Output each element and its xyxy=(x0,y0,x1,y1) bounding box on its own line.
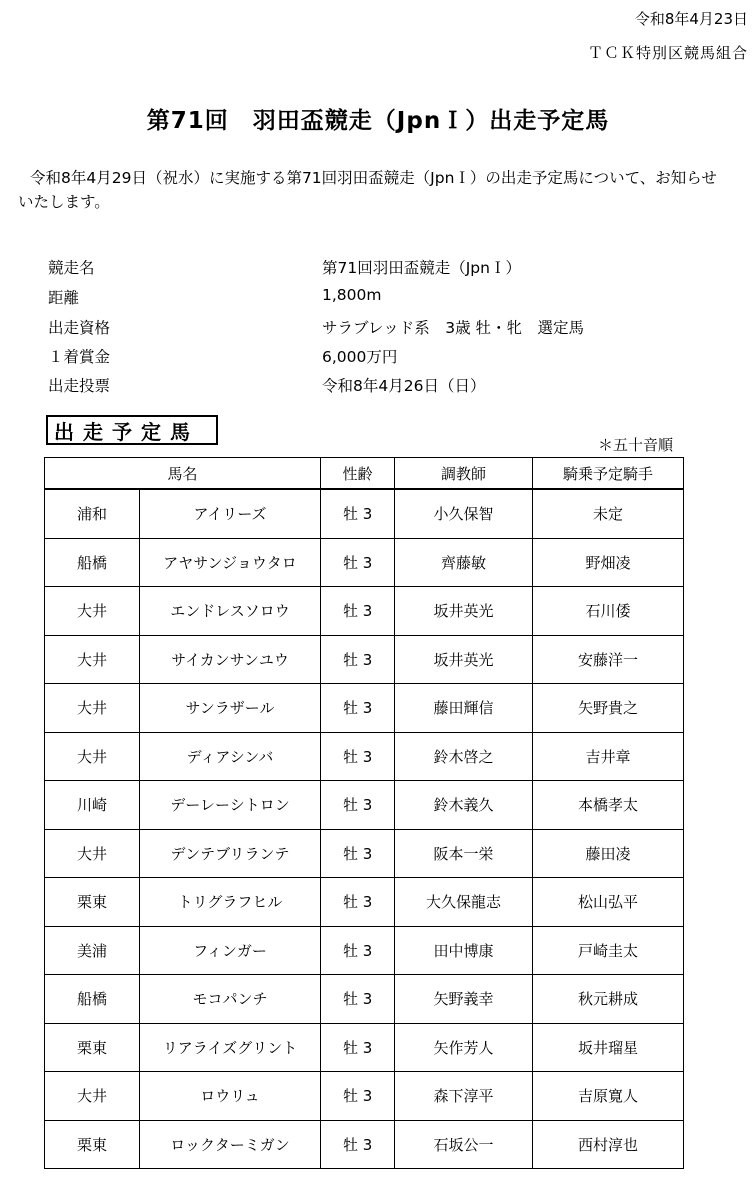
intro-line-1: 令和8年4月29日（祝水）に実施する第71回羽田盃競走（JpnＩ）の出走予定馬について、お知らせ xyxy=(30,169,717,187)
runners-table xyxy=(44,457,684,1169)
race-name-label: 競走名 xyxy=(48,259,95,277)
affiliation-cell: 川崎 xyxy=(45,781,140,830)
affiliation-cell: 美浦 xyxy=(45,926,140,975)
trainer-cell: 石坂公一 xyxy=(395,1120,533,1169)
jockey-cell: 石川倭 xyxy=(533,587,684,636)
table-row xyxy=(45,829,684,878)
trainer-cell: 森下淳平 xyxy=(395,1072,533,1121)
sex-age-cell: 牡 3 xyxy=(321,684,395,733)
entry-vote-label: 出走投票 xyxy=(48,377,111,395)
trainer-cell: 鈴木啓之 xyxy=(395,732,533,781)
jockey-cell: 戸崎圭太 xyxy=(533,926,684,975)
horse-cell: リアライズグリント xyxy=(140,1023,321,1072)
affiliation-cell: 大井 xyxy=(45,829,140,878)
distance-label: 距離 xyxy=(48,289,80,307)
affiliation-cell: 大井 xyxy=(45,684,140,733)
header-jockey: 騎乗予定騎手 xyxy=(533,458,684,490)
jockey-cell: 吉原寛人 xyxy=(533,1072,684,1121)
table-row xyxy=(45,926,684,975)
header-trainer: 調教師 xyxy=(395,458,533,490)
table-row xyxy=(45,732,684,781)
affiliation-cell: 船橋 xyxy=(45,975,140,1024)
intro-line-2: いたします。 xyxy=(18,193,110,211)
jockey-cell: 安藤洋一 xyxy=(533,635,684,684)
jockey-cell: 秋元耕成 xyxy=(533,975,684,1024)
trainer-cell: 矢作芳人 xyxy=(395,1023,533,1072)
table-row xyxy=(45,975,684,1024)
page-title: 第71回 羽田盃競走（JpnＩ）出走予定馬 xyxy=(146,108,610,134)
affiliation-cell: 大井 xyxy=(45,1072,140,1121)
section-title: 出走予定馬 xyxy=(46,415,218,445)
affiliation-cell: 栗東 xyxy=(45,1120,140,1169)
horse-cell: ロックターミガン xyxy=(140,1120,321,1169)
sex-age-cell: 牡 3 xyxy=(321,732,395,781)
race-name-value: 第71回羽田盃競走（JpnＩ） xyxy=(322,259,521,277)
jockey-cell: 野畑凌 xyxy=(533,538,684,587)
jockey-cell: 本橋孝太 xyxy=(533,781,684,830)
jockey-cell: 藤田凌 xyxy=(533,829,684,878)
horse-cell: エンドレスソロウ xyxy=(140,587,321,636)
affiliation-cell: 栗東 xyxy=(45,1023,140,1072)
distance-value: 1,800m xyxy=(322,286,382,304)
sex-age-cell: 牡 3 xyxy=(321,781,395,830)
sex-age-cell: 牡 3 xyxy=(321,489,395,538)
sex-age-cell: 牡 3 xyxy=(321,1023,395,1072)
first-prize-label: １着賞金 xyxy=(48,348,111,366)
sex-age-cell: 牡 3 xyxy=(321,635,395,684)
affiliation-cell: 大井 xyxy=(45,635,140,684)
horse-cell: ロウリュ xyxy=(140,1072,321,1121)
eligibility-value: サラブレッド系 3歳 牡・牝 選定馬 xyxy=(322,319,585,337)
jockey-cell: 松山弘平 xyxy=(533,878,684,927)
entry-vote-value: 令和8年4月26日（日） xyxy=(322,377,486,395)
horse-cell: モコパンチ xyxy=(140,975,321,1024)
trainer-cell: 藤田輝信 xyxy=(395,684,533,733)
sex-age-cell: 牡 3 xyxy=(321,829,395,878)
trainer-cell: 小久保智 xyxy=(395,489,533,538)
horse-cell: サンラザール xyxy=(140,684,321,733)
table-row xyxy=(45,684,684,733)
table-row xyxy=(45,781,684,830)
table-row xyxy=(45,1120,684,1169)
sex-age-cell: 牡 3 xyxy=(321,1072,395,1121)
table-row xyxy=(45,587,684,636)
sex-age-cell: 牡 3 xyxy=(321,587,395,636)
sex-age-cell: 牡 3 xyxy=(321,1120,395,1169)
first-prize-value: 6,000万円 xyxy=(322,348,398,366)
affiliation-cell: 大井 xyxy=(45,732,140,781)
horse-cell: アヤサンジョウタロ xyxy=(140,538,321,587)
eligibility-label: 出走資格 xyxy=(48,319,111,337)
table-row xyxy=(45,538,684,587)
runners-body xyxy=(45,489,684,1169)
trainer-cell: 阪本一栄 xyxy=(395,829,533,878)
horse-cell: デンテブリランテ xyxy=(140,829,321,878)
sort-note: ＊五十音順 xyxy=(598,436,674,454)
affiliation-cell: 浦和 xyxy=(45,489,140,538)
table-row xyxy=(45,1023,684,1072)
organization-name: ＴＣＫ特別区競馬組合 xyxy=(587,44,748,62)
sex-age-cell: 牡 3 xyxy=(321,926,395,975)
horse-cell: アイリーズ xyxy=(140,489,321,538)
horse-cell: フィンガー xyxy=(140,926,321,975)
trainer-cell: 田中博康 xyxy=(395,926,533,975)
table-row xyxy=(45,1072,684,1121)
horse-cell: トリグラフヒル xyxy=(140,878,321,927)
affiliation-cell: 栗東 xyxy=(45,878,140,927)
horse-cell: デーレーシトロン xyxy=(140,781,321,830)
trainer-cell: 矢野義幸 xyxy=(395,975,533,1024)
sex-age-cell: 牡 3 xyxy=(321,975,395,1024)
horse-cell: サイカンサンユウ xyxy=(140,635,321,684)
jockey-cell: 未定 xyxy=(533,489,684,538)
jockey-cell: 坂井瑠星 xyxy=(533,1023,684,1072)
jockey-cell: 吉井章 xyxy=(533,732,684,781)
jockey-cell: 矢野貴之 xyxy=(533,684,684,733)
affiliation-cell: 大井 xyxy=(45,587,140,636)
table-header-row xyxy=(45,458,684,490)
header-sex-age: 性齢 xyxy=(321,458,395,490)
table-row xyxy=(45,489,684,538)
sex-age-cell: 牡 3 xyxy=(321,538,395,587)
jockey-cell: 西村淳也 xyxy=(533,1120,684,1169)
table-row xyxy=(45,635,684,684)
trainer-cell: 坂井英光 xyxy=(395,587,533,636)
trainer-cell: 大久保龍志 xyxy=(395,878,533,927)
header-horse-name: 馬名 xyxy=(45,458,321,490)
trainer-cell: 坂井英光 xyxy=(395,635,533,684)
sex-age-cell: 牡 3 xyxy=(321,878,395,927)
trainer-cell: 齊藤敏 xyxy=(395,538,533,587)
trainer-cell: 鈴木義久 xyxy=(395,781,533,830)
table-row xyxy=(45,878,684,927)
notice-date: 令和8年4月23日 xyxy=(634,10,748,28)
horse-cell: ディアシンバ xyxy=(140,732,321,781)
affiliation-cell: 船橋 xyxy=(45,538,140,587)
